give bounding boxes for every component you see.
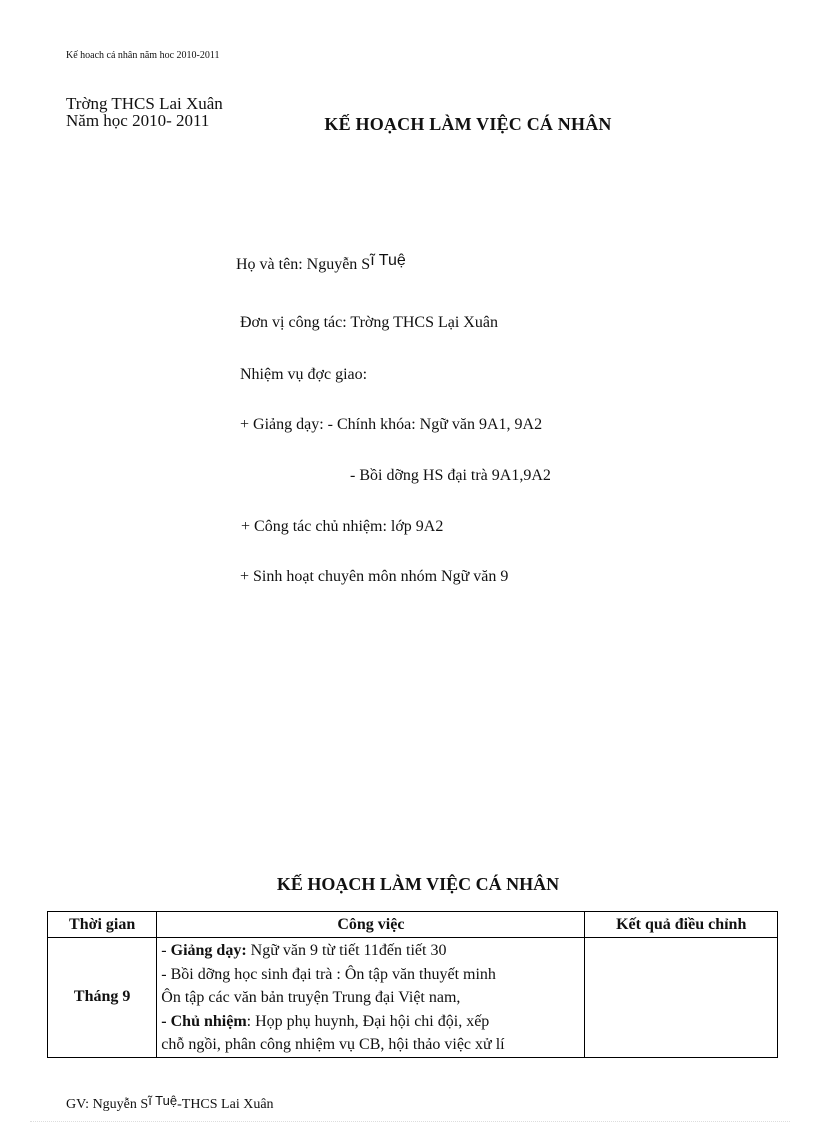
school-year: Năm học 2010- 2011 [66,111,210,130]
duty-teaching: + Giảng dạy: - Chính khóa: Ngữ văn 9A1, 9A2 [240,416,543,433]
header-result: Kết quả điều chỉnh [585,912,778,938]
duty-group: + Sinh hoạt chuyên môn nhóm Ngữ văn 9 [240,568,509,585]
duty-tutoring: - Bồi dỡng HS đại trà 9A1,9A2 [350,467,551,484]
work-line: Ôn tập các văn bản truyện Trung đại Việt nam, [161,989,461,1006]
row-work [157,938,585,1058]
teacher-name-suffix: ĩ Tuệ [370,252,406,269]
work-unit: Đơn vị công tác: Trờng THCS Lại Xuân [240,314,498,331]
header-time: Thời gian [48,912,157,938]
page-title [0,111,816,135]
running-header: Kế hoach cá nhân năm hoc 2010-2011 [66,50,220,61]
page-edge [30,1121,790,1122]
work-line: - Chủ nhiệm: Họp phụ huynh, Đại hội chi đội, xếp [161,1012,490,1030]
table-title: KẾ HOẠCH LÀM VIỆC CÁ NHÂN [276,874,560,894]
row-month: Tháng 9 [48,938,157,1058]
school-name: Trờng THCS Lai Xuân [66,94,223,113]
page-title-text: KẾ HOẠCH LÀM VIỆC CÁ NHÂN [324,114,612,134]
duty-homeroom: + Công tác chủ nhiệm: lớp 9A2 [241,518,444,535]
footer-rest: -THCS Lai Xuân [177,1097,274,1112]
teacher-name-label: Họ và tên: Nguyễn S [236,256,371,273]
teacher-name [236,252,406,274]
table-header-row [48,912,778,938]
page-footer [66,1093,274,1113]
table-row [48,938,778,1058]
work-line: chỗ ngồi, phân công nhiệm vụ CB, hội thảo việc xử lí [161,1036,505,1053]
assigned-duty: Nhiệm vụ đợc giao: [240,366,368,383]
header-work: Công việc [157,912,585,938]
work-line: - Giảng dạy: Ngữ văn 9 từ tiết 11đến tiết 30 [161,942,447,959]
plan-table [47,911,778,1058]
footer-prefix: GV: Nguyễn S [66,1097,149,1112]
row-result [585,938,778,1058]
work-line: - Bồi dỡng học sinh đại trà : Ôn tập văn thuyết minh [161,965,496,983]
footer-name-suffix: ĩ Tuệ [148,1093,178,1108]
